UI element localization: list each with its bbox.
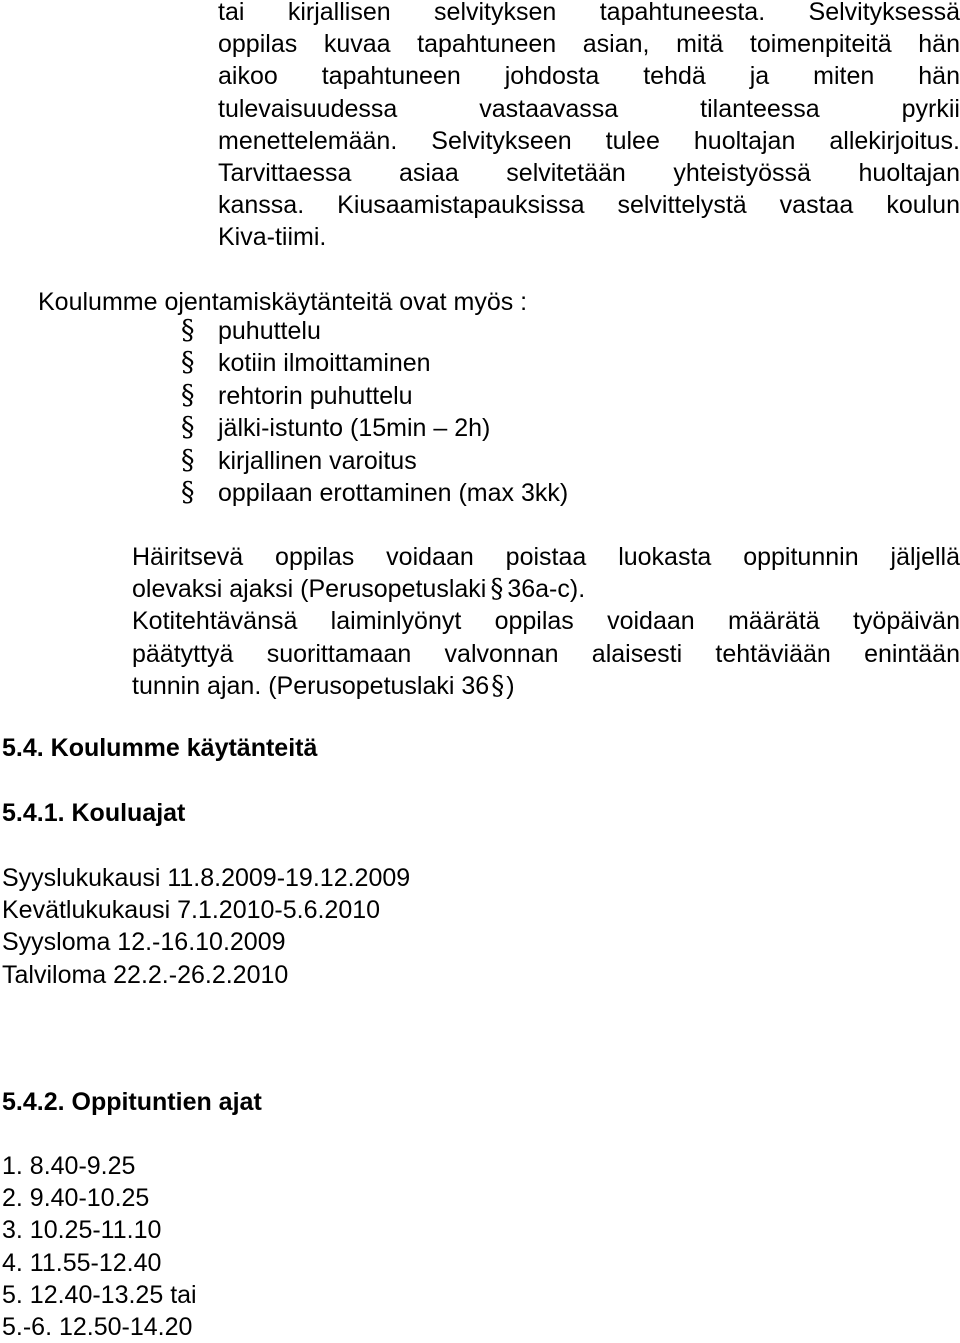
list-item-label: oppilaan erottaminen (max 3kk)	[218, 478, 569, 507]
section-heading: 5.4. Koulumme käytänteitä	[2, 734, 318, 762]
lesson-time-line: 1. 8.40-9.25	[2, 1152, 136, 1180]
paragraph-line: aikoo tapahtuneen johdosta tehdä ja miten hän	[218, 62, 960, 91]
paragraph-text: )	[506, 671, 515, 700]
term-date-line: Syysloma 12.-16.10.2009	[2, 928, 286, 957]
list-item	[181, 476, 569, 509]
list-item-label: puhuttelu	[218, 317, 321, 345]
list-item	[181, 347, 568, 379]
list-item	[181, 412, 568, 444]
section-sign-bullet-icon: §	[181, 379, 195, 411]
paragraph-line: tai kirjallisen selvityksen tapahtuneesta. Selvityksessä	[218, 0, 960, 26]
list-item-label: kotiin ilmoittaminen	[218, 349, 431, 378]
paragraph-text: 36a-c).	[507, 575, 586, 604]
term-date-line: Syyslukukausi 11.8.2009-19.12.2009	[2, 864, 411, 892]
term-date-line: Talviloma 22.2.-26.2.2010	[2, 960, 289, 989]
paragraph-line: Häiritsevä oppilas voidaan poistaa luokasta oppitunnin jäljellä	[132, 543, 960, 571]
paragraph-text: olevaksi ajaksi (Perusopetuslaki	[132, 575, 487, 604]
list-item-label: jälki-istunto (15min – 2h)	[218, 414, 491, 443]
section-sign-bullet-icon: §	[181, 412, 195, 444]
list-item	[181, 379, 568, 412]
lesson-time-line: 3. 10.25-11.10	[2, 1216, 162, 1245]
lesson-times-list	[2, 1150, 197, 1343]
intro-paragraph	[218, 0, 960, 254]
list-item	[181, 315, 568, 347]
practices-list	[181, 315, 569, 509]
section-sign-bullet-icon: §	[181, 444, 195, 476]
paragraph-line	[132, 573, 960, 605]
paragraph-line: Kotitehtävänsä laiminlyönyt oppilas voidaan määrätä työpäivän	[132, 607, 960, 636]
section-sign-bullet-icon: §	[181, 476, 195, 508]
lesson-time-line: 5. 12.40-13.25 tai	[2, 1280, 197, 1309]
lesson-time-line: 4. 11.55-12.40	[2, 1248, 162, 1277]
paragraph-line: Kiva-tiimi.	[218, 223, 327, 252]
paragraph-line: kanssa. Kiusaamistapauksissa selvittelystä vastaa koulun	[218, 191, 960, 220]
paragraph-line	[132, 670, 960, 702]
section-heading: 5.4.2. Oppituntien ajat	[2, 1088, 262, 1116]
list-item-label: kirjallinen varoitus	[218, 446, 417, 475]
paragraph-line: oppilas kuvaa tapahtuneen asian, mitä toimenpiteitä hän	[218, 30, 960, 59]
list-item	[181, 444, 568, 477]
section-heading: 5.4.1. Kouluajat	[2, 799, 186, 827]
section-sign-icon: §	[490, 574, 504, 605]
section-sign-bullet-icon: §	[181, 347, 195, 379]
lesson-time-line: 2. 9.40-10.25	[2, 1184, 150, 1213]
section-sign-icon: §	[491, 670, 505, 701]
practices-intro: Koulumme ojentamiskäytänteitä ovat myös :	[38, 288, 528, 316]
law-paragraph	[132, 541, 960, 702]
paragraph-line: päätyttyä suorittamaan valvonnan alaisesti tehtäviään enintään	[132, 639, 960, 668]
paragraph-line: menettelemään. Selvitykseen tulee huoltajan allekirjoitus.	[218, 126, 960, 155]
paragraph-line: Tarvittaessa asiaa selvitetään yhteistyössä huoltajan	[218, 158, 960, 187]
section-sign-bullet-icon: §	[181, 315, 195, 346]
lesson-time-line: 5.-6. 12.50-14.20	[2, 1312, 193, 1341]
paragraph-line: tulevaisuudessa vastaavassa tilanteessa pyrkii	[218, 94, 960, 123]
paragraph-text: tunnin ajan. (Perusopetuslaki 36	[132, 671, 490, 700]
term-dates-list	[2, 862, 410, 991]
list-item-label: rehtorin puhuttelu	[218, 381, 413, 410]
term-date-line: Kevätlukukausi 7.1.2010-5.6.2010	[2, 896, 381, 925]
